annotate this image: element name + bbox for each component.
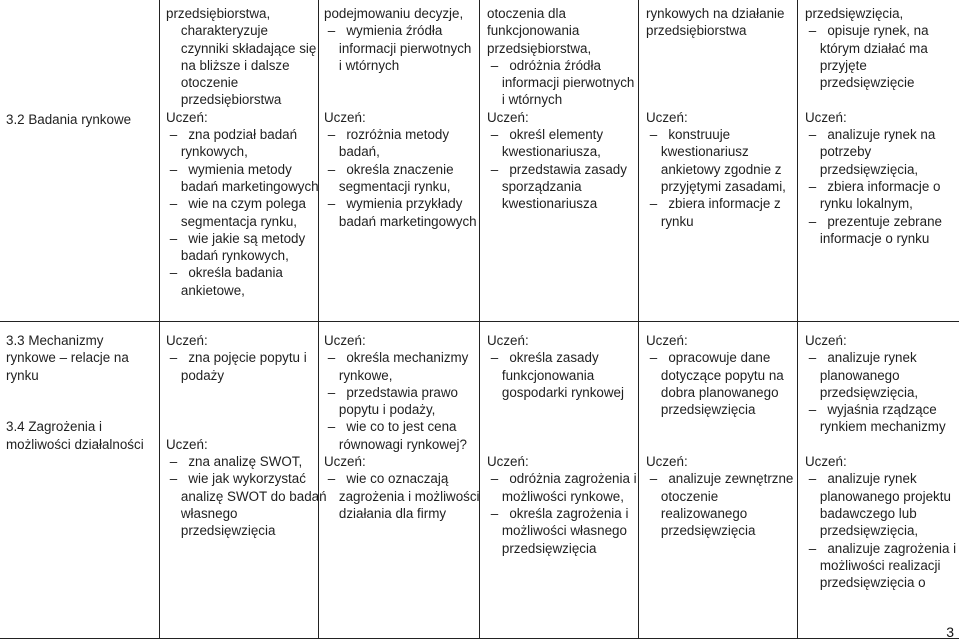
cell-line: – wymienia metody <box>166 161 292 177</box>
cell-line: – przedstawia zasady <box>487 161 627 177</box>
cell-line: Uczeń: <box>805 454 847 470</box>
cell-line: – wie co to jest cena <box>324 419 457 435</box>
column-divider <box>638 0 639 639</box>
cell-line: możliwości realizacji <box>805 557 941 573</box>
cell-line: rynku <box>6 367 39 383</box>
cell-line: własnego <box>166 505 238 521</box>
cell-line <box>646 91 786 108</box>
cell-line: – zbiera informacje o <box>805 178 941 194</box>
cell-line: – prezentuje zebrane <box>805 213 942 229</box>
cell-line: Uczeń: <box>324 454 366 470</box>
cell-line: dobra planowanego <box>646 384 779 400</box>
cell-line: realizowanego <box>646 505 748 521</box>
cell-line: Uczeń: <box>324 333 366 348</box>
cell-line: badań marketingowych <box>324 213 477 229</box>
cell-line: rynku <box>646 213 694 229</box>
cell-line: rynkowe, <box>324 367 393 383</box>
cell-line: kwestionariusz <box>646 144 749 160</box>
cell-line <box>487 401 637 418</box>
cell-line: – określa badania <box>166 265 283 281</box>
row-divider <box>0 638 959 639</box>
cell-line: Uczeń: <box>805 109 847 125</box>
cell-line: ankietowe, <box>166 282 245 298</box>
column-divider <box>159 0 160 639</box>
cell-line: potrzeby <box>805 144 872 160</box>
row-divider <box>0 321 959 322</box>
cell-line <box>646 40 786 57</box>
cell-line: analizę SWOT do badań <box>166 488 327 504</box>
cell-line: – wie jakie są metody <box>166 230 306 246</box>
cell-line: Uczeń: <box>166 333 208 348</box>
cell-line: – wymienia przykłady <box>324 196 463 212</box>
cell-line: 3.4 Zagrożenia i <box>6 419 103 435</box>
cell-line: informacje o rynku <box>805 230 930 246</box>
cell-line: przedsiębiorstwa, <box>166 6 271 21</box>
cell-line: – wie co oznaczają <box>324 471 449 487</box>
cell-line: Uczeń: <box>805 333 847 348</box>
cell-line: Uczeń: <box>324 109 366 125</box>
cell-line: badań rynkowych, <box>166 248 289 264</box>
cell-line: przedsięwzięcia, <box>805 384 919 400</box>
table-cell-analysis <box>805 332 956 591</box>
cell-line: Uczeń: <box>646 333 688 348</box>
cell-line: otoczenia dla <box>487 6 566 21</box>
cell-line: przedsięwzięcia o <box>805 575 926 591</box>
cell-line: – odróżnia źródła <box>487 57 601 73</box>
cell-line: przyjęte <box>805 57 867 73</box>
cell-line: badań marketingowych <box>166 178 319 194</box>
cell-line: przedsięwzięcia <box>166 523 276 539</box>
table-cell-knowledge <box>166 5 319 299</box>
table-cell-knowledge <box>166 332 327 540</box>
cell-line: dotyczące popytu na <box>646 367 784 383</box>
cell-line: Uczeń: <box>646 454 688 470</box>
cell-line: informacji pierwotnych <box>324 40 472 56</box>
cell-line: funkcjonowania <box>487 367 595 383</box>
page-number: 3 <box>946 623 954 640</box>
cell-line: zagrożenia i możliwości <box>324 488 480 504</box>
cell-line: możliwości rynkowe, <box>487 488 624 504</box>
cell-line: przedsiębiorstwa <box>646 23 747 39</box>
cell-line: rynkowych na działanie <box>646 6 785 21</box>
cell-line: badań, <box>324 144 380 160</box>
cell-line: którym działać ma <box>805 40 928 56</box>
cell-line: rynku lokalnym, <box>805 196 913 212</box>
cell-line: – odróżnia zagrożenia i <box>487 471 637 487</box>
cell-line <box>646 74 786 91</box>
cell-line: segmentacji rynku, <box>324 178 451 194</box>
cell-line <box>166 401 327 418</box>
cell-line: – wie na czym polega <box>166 196 306 212</box>
cell-line: funkcjonowania <box>487 23 580 39</box>
cell-line: i wtórnych <box>324 57 400 73</box>
cell-line: popytu i podaży, <box>324 402 436 418</box>
cell-line: – analizuje rynek <box>805 471 917 487</box>
cell-line <box>166 418 327 435</box>
cell-line: – zna pojęcie popytu i <box>166 350 307 366</box>
cell-line: otoczenie <box>166 75 239 91</box>
cell-line: – rozróżnia metody <box>324 127 450 143</box>
cell-line: planowanego <box>805 367 900 383</box>
cell-line: charakteryzuje <box>166 23 268 39</box>
cell-line: – opracowuje dane <box>646 350 771 366</box>
cell-line: Uczeń: <box>166 109 208 125</box>
cell-line: Uczeń: <box>166 436 208 452</box>
cell-line: – wie jak wykorzystać <box>166 471 306 487</box>
cell-line: segmentacja rynku, <box>166 213 297 229</box>
cell-line: – określ elementy <box>487 127 604 143</box>
cell-line: Uczeń: <box>646 109 688 125</box>
cell-line: rynkowe – relacje na <box>6 350 129 366</box>
cell-line: – zna analizę SWOT, <box>166 454 303 470</box>
cell-line <box>487 436 637 453</box>
cell-line: planowanego projektu <box>805 488 951 504</box>
cell-line: kwestionariusza, <box>487 144 601 160</box>
cell-line: – analizuje rynek <box>805 350 917 366</box>
cell-line: – przedstawia prawo <box>324 384 458 400</box>
cell-line: otoczenie <box>646 488 719 504</box>
column-divider <box>797 0 798 639</box>
cell-line: – opisuje rynek, na <box>805 23 929 39</box>
cell-line <box>6 384 144 401</box>
cell-line <box>646 57 786 74</box>
cell-line: – wymienia źródła <box>324 23 443 39</box>
cell-line: przedsięwzięcia <box>646 402 756 418</box>
cell-line: rynkowych, <box>166 144 248 160</box>
cell-line <box>6 401 144 418</box>
cell-line: Uczeń: <box>487 333 529 348</box>
cell-line: czynniki składające się <box>166 40 317 56</box>
cell-line: przedsięwzięcie <box>805 75 915 91</box>
cell-line <box>646 418 793 435</box>
cell-line: przyjętymi zasadami, <box>646 178 786 194</box>
cell-line <box>324 74 477 91</box>
table-cell-analysis <box>805 5 942 247</box>
cell-line: przedsięwzięcia, <box>805 523 919 539</box>
cell-line: – konstruuje <box>646 127 731 143</box>
cell-line: kwestionariusza <box>487 196 598 212</box>
cell-line: Uczeń: <box>487 109 529 125</box>
cell-line: – określa znaczenie <box>324 161 454 177</box>
cell-line: przedsięwzięcia, <box>805 161 919 177</box>
table-cell-section-title <box>6 111 131 128</box>
cell-line: – zbiera informacje z <box>646 196 781 212</box>
table-cell-understanding <box>324 332 480 522</box>
cell-line <box>805 91 942 108</box>
cell-line: przedsiębiorstwa, <box>487 40 592 56</box>
cell-line: możliwości działalności <box>6 436 144 452</box>
cell-line: – analizuje rynek na <box>805 127 936 143</box>
cell-line: sporządzania <box>487 178 582 194</box>
cell-line: – zna podział badań <box>166 127 298 143</box>
column-divider <box>479 0 480 639</box>
table-cell-application <box>487 332 637 557</box>
cell-line <box>646 436 793 453</box>
cell-line <box>166 384 327 401</box>
cell-line: równowagi rynkowej? <box>324 436 467 452</box>
cell-line: gospodarki rynkowej <box>487 384 624 400</box>
cell-line <box>324 91 477 108</box>
cell-line: 3.2 Badania rynkowe <box>6 112 132 127</box>
cell-line: przedsięwzięcia <box>646 523 756 539</box>
cell-line: podejmowaniu decyzje, <box>324 6 464 21</box>
cell-line: – określa mechanizmy <box>324 350 469 366</box>
table-cell-application <box>487 5 634 213</box>
table-cell-skills <box>646 332 793 540</box>
cell-line: na bliższe i dalsze <box>166 57 290 73</box>
cell-line: i wtórnych <box>487 92 563 108</box>
cell-line: badawczego lub <box>805 505 917 521</box>
cell-line: – wyjaśnia rządzące <box>805 402 937 418</box>
cell-line: – analizuje zagrożenia i <box>805 540 957 556</box>
cell-line: możliwości własnego <box>487 523 627 539</box>
table-cell-understanding <box>324 5 477 230</box>
table-cell-section-title <box>6 332 144 453</box>
cell-line: – określa zagrożenia i <box>487 505 629 521</box>
cell-line: działania dla firmy <box>324 505 447 521</box>
table-cell-skills <box>646 5 786 230</box>
cell-line: informacji pierwotnych <box>487 75 635 91</box>
cell-line: podaży <box>166 367 225 383</box>
cell-line: Uczeń: <box>487 454 529 470</box>
cell-line: – analizuje zewnętrzne <box>646 471 794 487</box>
cell-line: przedsięwzięcia <box>487 540 597 556</box>
cell-line: rynkiem mechanizmy <box>805 419 946 435</box>
cell-line: 3.3 Mechanizmy <box>6 333 104 348</box>
cell-line <box>805 436 956 453</box>
cell-line: – określa zasady <box>487 350 599 366</box>
cell-line: przedsiębiorstwa <box>166 92 282 108</box>
cell-line: ankietowy zgodnie z <box>646 161 782 177</box>
cell-line <box>487 418 637 435</box>
cell-line: przedsięwzięcia, <box>805 6 904 21</box>
